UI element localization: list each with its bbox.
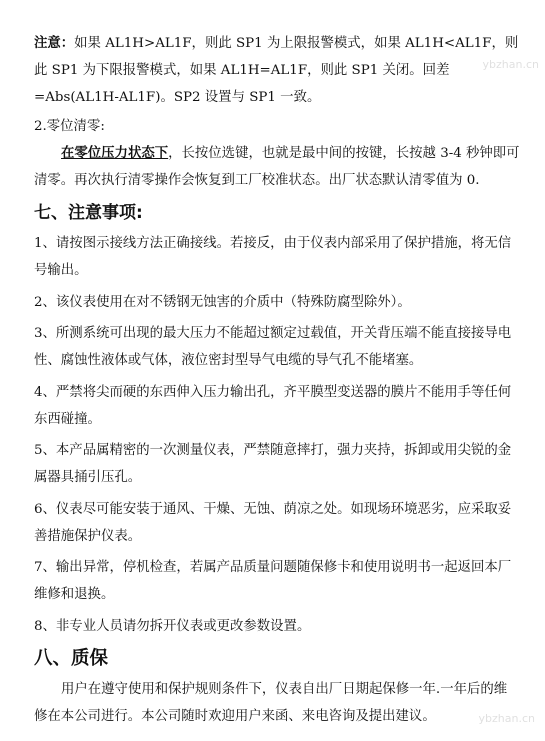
zero-underlined: 在零位压力状态下 [61,145,169,161]
note-text: 如果 AL1H>AL1F，则此 SP1 为上限报警模式，如果 AL1H<AL1F，则此 SP1 为下限报警模式，如果 AL1H=AL1F，则此 SP1 关闭。回差=Abs(AL1H-AL1F)。SP2 设置与 SP1 一致。 [34,36,519,105]
section7-heading: 七、注意事项: [34,203,143,223]
warranty-paragraph: 用户在遵守使用和保护规则条件下，仪表自出厂日期起保修一年.一年后的维修在本公司进行。本公司随时欢迎用户来函、来电咨询及提出建议。 [34,682,508,724]
zero-paragraph [34,140,520,194]
note-label: 注意： [34,35,75,51]
zero-text: ，长按位选键，也就是最中间的按键，长按越 3-4 秒钟即可清零。再次执行清零操作会恢复到工厂校准状态。出厂状态默认清零值为 0. [34,146,520,188]
watermark: ybzhan.cn [482,58,539,71]
list-item: 7、输出异常，停机检查，若属产品质量问题随保修卡和使用说明书一起返回本厂维修和退换。 [34,560,512,602]
zero-title: 2.零位清零: [34,119,105,134]
section8-heading: 八、质保 [34,648,109,669]
list-item: 4、严禁将尖而硬的东西伸入压力输出孔，齐平膜型变送器的膜片不能用手等任何东西碰撞。 [34,384,512,427]
list-item: 8、非专业人员请勿拆开仪表或更改参数设置。 [34,618,311,634]
list-item: 2、该仪表使用在对不锈钢无蚀害的介质中（特殊防腐型除外）。 [34,294,411,310]
precautions-list [34,230,520,640]
alarm-note [34,30,520,111]
list-item: 3、所测系统可出现的最大压力不能超过额定过载值，开关背压端不能直接接导电性、腐蚀性液体或气体，液位密封型导气电缆的导气孔不能堵塞。 [34,326,512,368]
list-item: 6、仪表尽可能安装于通风、干燥、无蚀、荫凉之处。如现场环境恶劣，应采取妥善措施保护仪表。 [34,501,512,544]
document-page [34,30,520,730]
list-item: 5、本产品属精密的一次测量仪表，严禁随意摔打，强力夹持，拆卸或用尖锐的金属器具捅引压孔。 [34,443,512,485]
watermark: ybzhan.cn [478,712,535,725]
list-item: 1、请按图示接线方法正确接线。若接反，由于仪表内部采用了保护措施，将无信号输出。 [34,236,512,278]
